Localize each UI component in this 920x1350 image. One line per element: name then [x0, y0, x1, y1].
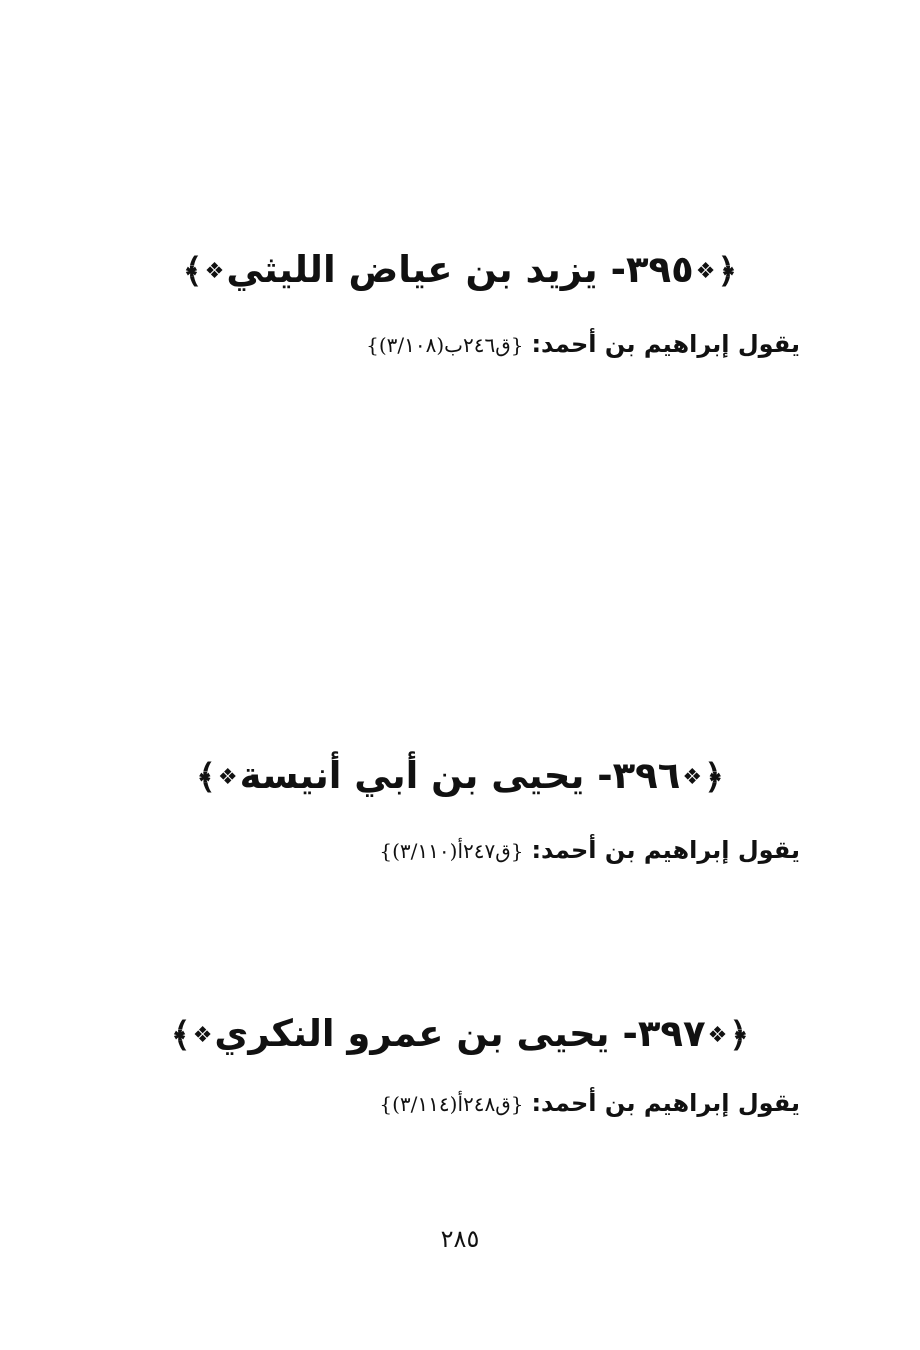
entry-title: ٣٩٥- يزيد بن عياض الليثي: [226, 248, 694, 291]
ornament-icon: ❖: [204, 258, 225, 284]
ornament-icon: ❖: [695, 258, 716, 284]
ornament-bracket-left: ﴾: [170, 1015, 191, 1056]
source-reference: {ق٢٤٨أ(٣/١١٤)}: [379, 1092, 524, 1116]
source-label: يقول إبراهيم بن أحمد:: [531, 1089, 800, 1117]
source-reference: {ق٢٤٧أ(٣/١١٠)}: [379, 839, 524, 863]
source-label: يقول إبراهيم بن أحمد:: [531, 836, 800, 864]
source-label: يقول إبراهيم بن أحمد:: [531, 330, 800, 358]
entry-title: ٣٩٦- يحيى بن أبي أنيسة: [239, 754, 681, 797]
ornament-bracket-right: ﴿: [729, 1015, 750, 1056]
ornament-bracket-left: ﴾: [182, 251, 203, 292]
ornament-bracket-right: ﴿: [717, 251, 738, 292]
ornament-icon: ❖: [192, 1022, 213, 1048]
entry-heading: [0, 240, 920, 302]
entry-title: ٣٩٧- يحيى بن عمرو النكري: [214, 1012, 706, 1055]
source-reference: {ق٢٤٦ب(٣/١٠٨)}: [366, 333, 524, 357]
entry-heading: [0, 746, 920, 808]
ornament-bracket-left: ﴾: [195, 757, 216, 798]
ornament-bracket-right: ﴿: [704, 757, 724, 798]
ornament-icon: ❖: [682, 764, 703, 790]
ornament-icon: ❖: [217, 764, 238, 790]
entry-heading: [0, 1004, 920, 1066]
source-line: [366, 326, 800, 363]
source-line: [379, 1085, 800, 1122]
ornament-icon: ❖: [707, 1022, 728, 1048]
source-line: [379, 832, 800, 869]
page-number: ٢٨٥: [440, 1225, 480, 1253]
